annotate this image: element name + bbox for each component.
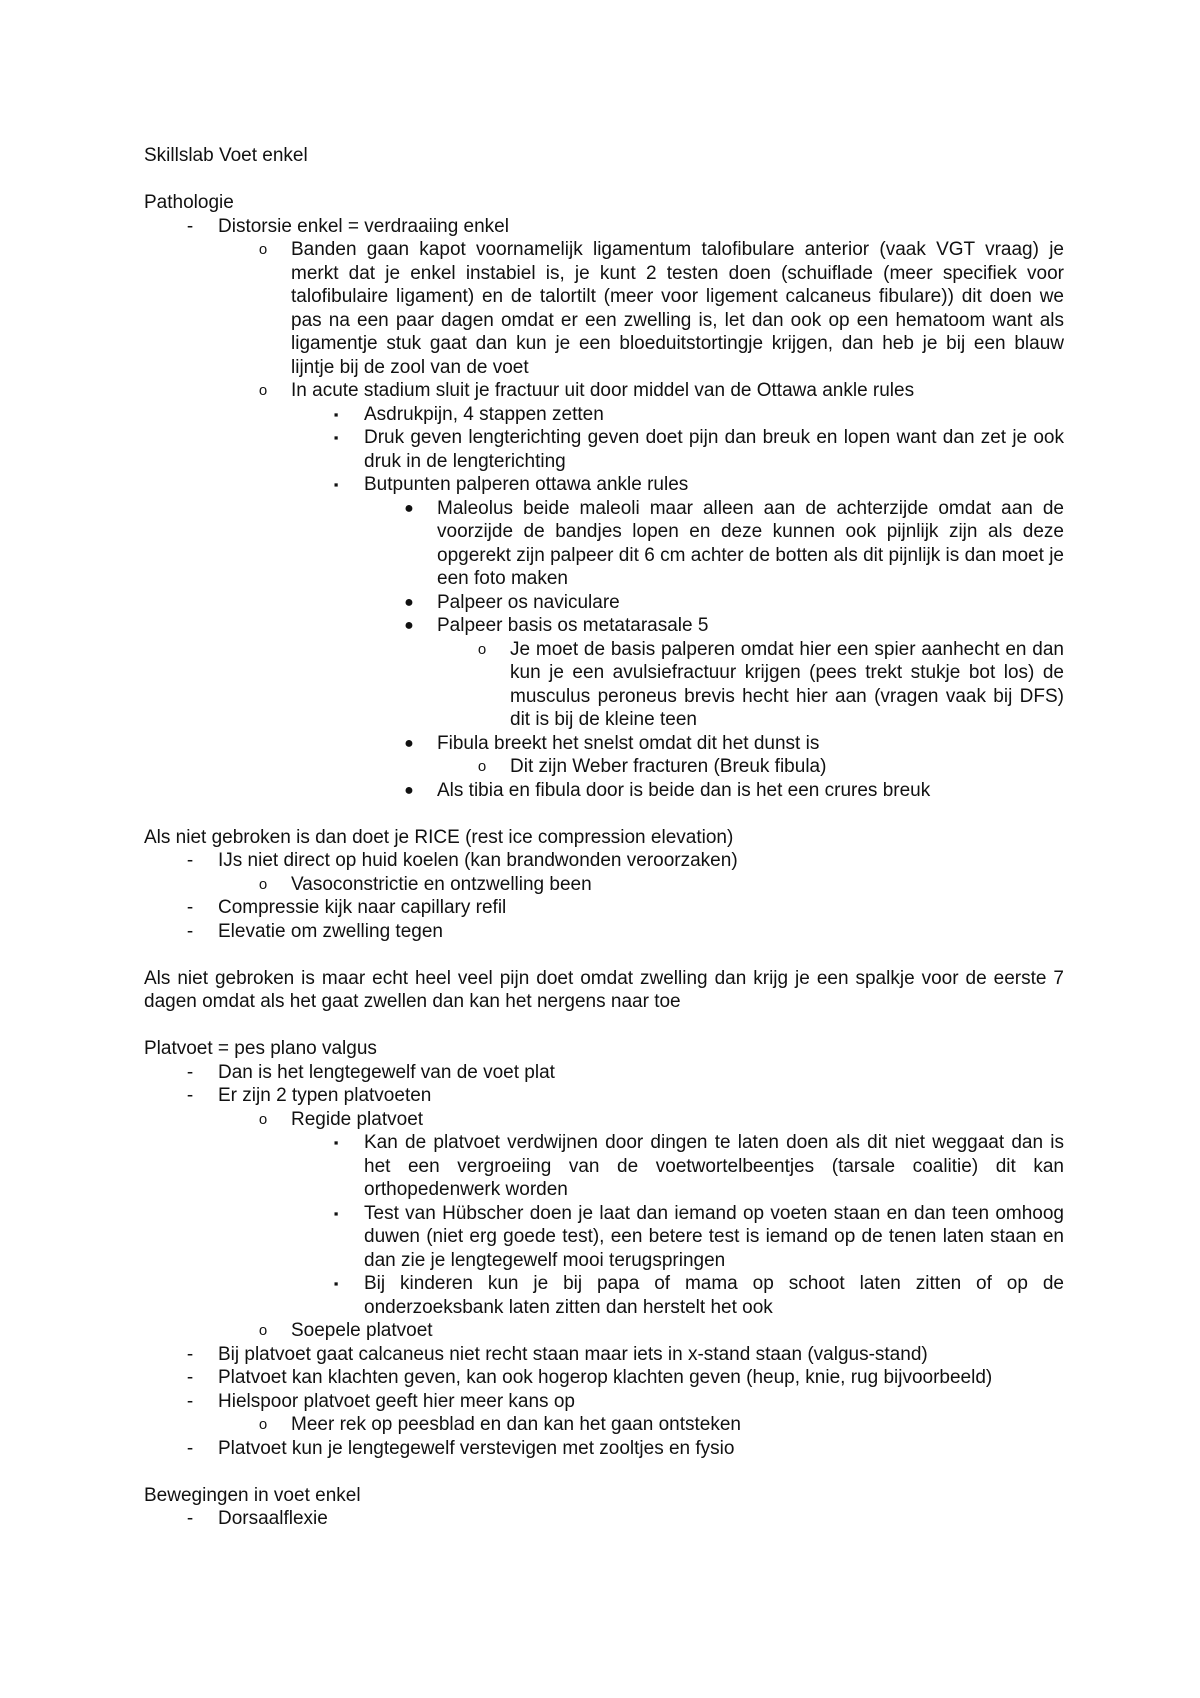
list-item: - Platvoet kan klachten geven, kan ook hogerop klachten geven (heup, knie, rug bijvoorbeeld): [144, 1366, 1064, 1390]
list-item: - Bij platvoet gaat calcaneus niet recht staan maar iets in x-stand staan (valgus-stand): [144, 1343, 1064, 1367]
bullet-marker: ●: [404, 734, 414, 752]
list-item: - Dorsaalflexie: [144, 1507, 1064, 1531]
list-item: - IJs niet direct op huid koelen (kan brandwonden veroorzaken): [144, 849, 1064, 873]
square-marker: ▪: [333, 477, 339, 492]
spacer: [144, 943, 1064, 967]
square-marker: ▪: [333, 430, 339, 445]
section-heading-bewegingen: Bewegingen in voet enkel: [144, 1484, 361, 1506]
circle-marker: o: [258, 1322, 268, 1339]
bullet-marker: ●: [404, 781, 414, 799]
spalk-paragraph: Als niet gebroken is maar echt heel veel pijn doet omdat zwelling dan krijg je een spalkje voor de eerste 7 dagen omdat als het gaat zwellen dan kan het nergens naar toe: [144, 967, 1064, 1012]
dash-marker: -: [186, 850, 194, 871]
square-marker: ▪: [333, 406, 339, 422]
list-item: ● Palpeer os naviculare: [144, 591, 1064, 615]
bullet-marker: ●: [404, 499, 414, 517]
dash-marker: -: [186, 1085, 194, 1106]
list-item: ● Als tibia en fibula door is beide dan is het een crures breuk: [144, 779, 1064, 803]
list-item: o Dit zijn Weber fracturen (Breuk fibula): [144, 755, 1064, 779]
circle-marker: o: [258, 1416, 268, 1433]
list-item: o Meer rek op peesblad en dan kan het gaan ontsteken: [144, 1413, 1064, 1437]
list-item: o In acute stadium sluit je fractuur uit door middel van de Ottawa ankle rules: [144, 379, 1064, 403]
list-item: o Banden gaan kapot voornamelijk ligamentum talofibulare anterior (vaak VGT vraag) je merkt dat je enkel instabiel is, je kunt 2 testen doen (schuiflade (meer specifiek voor talofibulaire ligament) en de talortilt (meer voor ligement calcaneus fibulare)) dit doen we pas na een paar dagen omdat er een zwelling is, let dan ook op een hematoom want als ligamentje stuk gaat dan kun je een bloeduitstortingje krijgen, dan heb je bij een blauw lijntje bij de zool van de voet: [144, 238, 1064, 379]
circle-marker: o: [477, 640, 487, 658]
dash-marker: -: [186, 1061, 194, 1083]
list-item: o Soepele platvoet: [144, 1319, 1064, 1343]
pathologie-list: [144, 215, 1064, 803]
list-item: - Compressie kijk naar capillary refil: [144, 896, 1064, 920]
list-item: - Dan is het lengtegewelf van de voet plat: [144, 1061, 1064, 1085]
dash-marker: -: [186, 920, 194, 942]
document-title: Skillslab Voet enkel: [144, 145, 308, 166]
bullet-marker: ●: [404, 593, 414, 611]
rice-list: [144, 849, 1064, 943]
circle-marker: o: [258, 1110, 268, 1128]
section-heading-platvoet: Platvoet = pes plano valgus: [144, 1038, 377, 1059]
list-item: ▪ Kan de platvoet verdwijnen door dingen te laten doen als dit niet weggaat dan is het een vergroeiing van de voetwortelbeentjes (tarsale coalitie) dit kan orthopedenwerk worden: [144, 1131, 1064, 1202]
list-item: ▪ Druk geven lengterichting geven doet pijn dan breuk en lopen want dan zet je ook druk in de lengterichting: [144, 426, 1064, 473]
square-marker: ▪: [333, 1276, 339, 1291]
dash-marker: -: [186, 1437, 194, 1459]
square-marker: ▪: [333, 1205, 339, 1221]
circle-marker: o: [477, 758, 487, 775]
list-item: ▪ Butpunten palperen ottawa ankle rules: [144, 473, 1064, 497]
bewegingen-list: [144, 1507, 1064, 1531]
section-heading-rice: Als niet gebroken is dan doet je RICE (rest ice compression elevation): [144, 826, 734, 848]
list-item: o Vasoconstrictie en ontzwelling been: [144, 873, 1064, 897]
dash-marker: -: [186, 215, 194, 237]
dash-marker: -: [186, 1343, 194, 1365]
list-item: - Elevatie om zwelling tegen: [144, 920, 1064, 944]
dash-marker: -: [186, 897, 194, 918]
document-page: [144, 144, 1064, 1531]
list-item: - Distorsie enkel = verdraaiing enkel: [144, 215, 1064, 239]
list-item: o Je moet de basis palperen omdat hier een spier aanhecht en dan kun je een avulsiefractuur krijgen (pees trekt stukje bot los) de musculus peroneus brevis hecht hier aan (vragen vaak bij DFS) dit is bij de kleine teen: [144, 638, 1064, 732]
dash-marker: -: [186, 1367, 194, 1388]
square-marker: ▪: [333, 1135, 339, 1150]
spacer: [144, 168, 1064, 192]
circle-marker: o: [258, 875, 268, 893]
spacer: [144, 1460, 1064, 1484]
list-item: ▪ Asdrukpijn, 4 stappen zetten: [144, 403, 1064, 427]
list-item: ● Fibula breekt het snelst omdat dit het dunst is: [144, 732, 1064, 756]
list-item: ▪ Bij kinderen kun je bij papa of mama op schoot laten zitten of op de onderzoeksbank laten zitten dan herstelt het ook: [144, 1272, 1064, 1319]
spacer: [144, 1014, 1064, 1038]
spacer: [144, 802, 1064, 826]
list-item: ● Maleolus beide maleoli maar alleen aan de achterzijde omdat aan de voorzijde de bandjes lopen en deze kunnen ook pijnlijk zijn als deze opgerekt zijn palpeer dit 6 cm achter de botten als dit pijnlijk is dan moet je een foto maken: [144, 497, 1064, 591]
list-item: - Platvoet kun je lengtegewelf verstevigen met zooltjes en fysio: [144, 1437, 1064, 1461]
dash-marker: -: [186, 1390, 194, 1412]
section-heading-pathologie: Pathologie: [144, 192, 234, 213]
platvoet-list: [144, 1061, 1064, 1461]
dash-marker: -: [186, 1508, 194, 1529]
circle-marker: o: [258, 382, 268, 399]
list-item: ▪ Test van Hübscher doen je laat dan iemand op voeten staan en dan teen omhoog duwen (niet erg goede test), een betere test is iemand op de tenen laten staan en dan zie je lengtegewelf mooi terugspringen: [144, 1202, 1064, 1273]
list-item: o Regide platvoet: [144, 1108, 1064, 1132]
bullet-marker: ●: [404, 617, 414, 634]
list-item: ● Palpeer basis os metatarasale 5: [144, 614, 1064, 638]
circle-marker: o: [258, 241, 268, 258]
list-item: - Hielspoor platvoet geeft hier meer kans op: [144, 1390, 1064, 1414]
list-item: - Er zijn 2 typen platvoeten: [144, 1084, 1064, 1108]
